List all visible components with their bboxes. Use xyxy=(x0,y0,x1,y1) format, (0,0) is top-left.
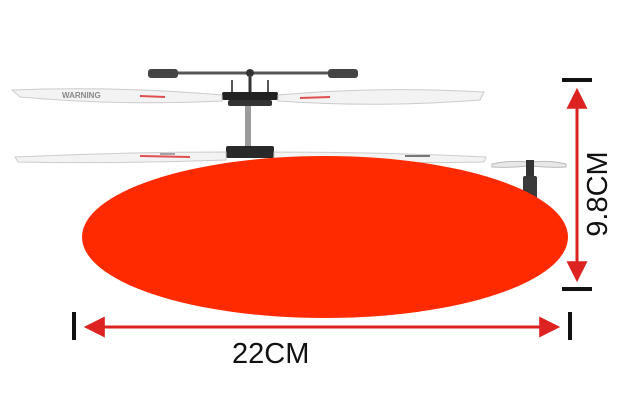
flybar xyxy=(148,69,358,78)
helicopter-body-mask xyxy=(82,156,568,318)
blade-warning-text: WARNING xyxy=(62,91,101,100)
height-label: 9.8CM xyxy=(582,151,614,237)
width-label: 22CM xyxy=(232,338,310,370)
rotor-mast xyxy=(245,106,251,148)
rotor-head xyxy=(222,77,278,106)
